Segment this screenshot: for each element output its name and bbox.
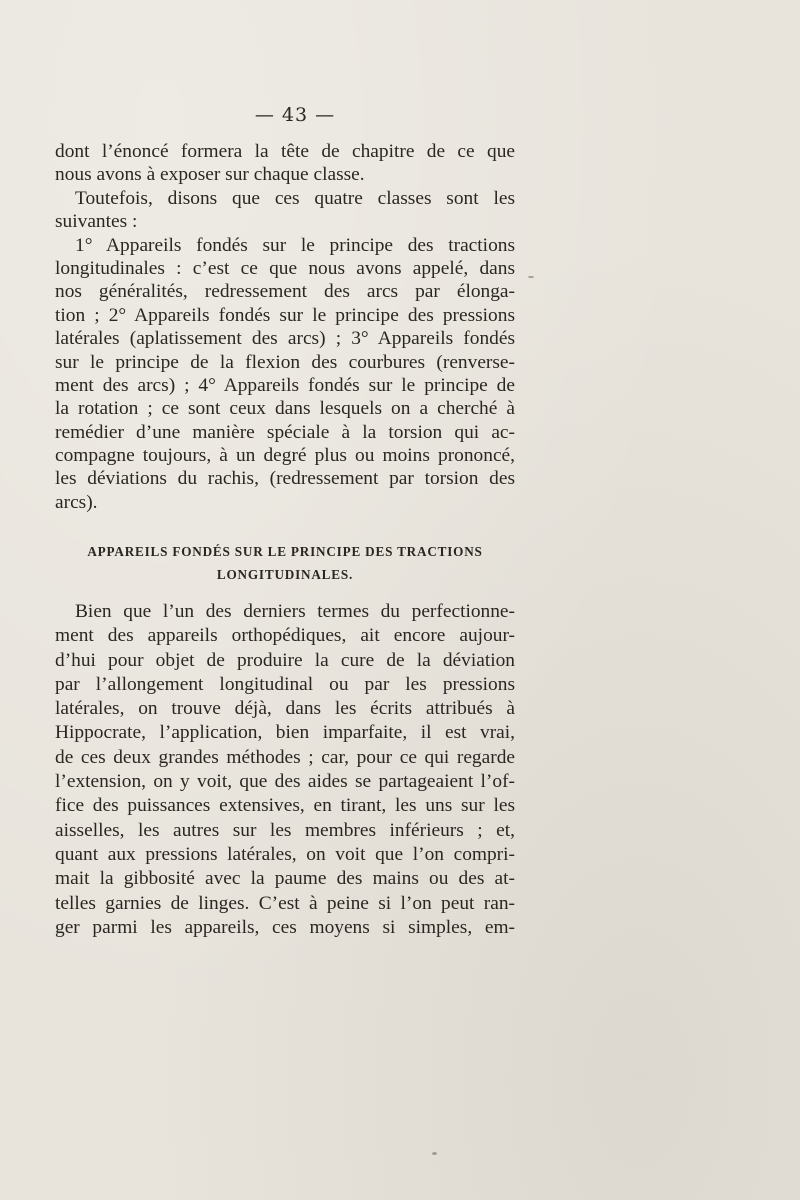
- text-line: l’extension, on y voit, que des aides se partageaient l’of-: [55, 771, 515, 793]
- text-line: nos généralités, redressement des arcs par élonga-: [55, 281, 515, 303]
- section-heading: [55, 540, 515, 587]
- text-line: arcs).: [55, 491, 98, 513]
- paragraph-hippocrate: [55, 600, 515, 940]
- text-line: par l’allongement longitudinal ou par les pressions: [55, 673, 515, 695]
- text-line: de ces deux grandes méthodes ; car, pour ce qui regarde: [55, 746, 515, 768]
- text-line: Hippocrate, l’application, bien imparfaite, il est vrai,: [55, 722, 515, 744]
- text-line: quant aux pressions latérales, on voit que l’on compri-: [55, 843, 515, 865]
- text-line: Bien que l’un des derniers termes du perfectionne-: [75, 601, 515, 622]
- paper-speck: [528, 276, 534, 278]
- text-line: mait la gibbosité avec la paume des mains ou des at-: [55, 868, 515, 890]
- heading-line: LONGITUDINALES.: [216, 567, 354, 583]
- text-line: suivantes :: [55, 211, 138, 233]
- text-line: fice des puissances extensives, en tirant, les uns sur les: [55, 795, 515, 817]
- text-line: longitudinales : c’est ce que nous avons appelé, dans: [55, 257, 515, 279]
- text-line: ger parmi les appareils, ces moyens si simples, em-: [55, 916, 515, 938]
- text-line: tion ; 2° Appareils fondés sur le principe des pressions: [55, 304, 515, 326]
- text-line: remédier d’une manière spéciale à la torsion qui ac-: [55, 421, 515, 443]
- text-line: ment des appareils orthopédiques, ait encore aujour-: [55, 625, 515, 647]
- text-line: 1° Appareils fondés sur le principe des tractions: [75, 234, 515, 256]
- text-line: dont l’énoncé formera la tête de chapitre de ce que: [55, 141, 515, 162]
- text-line: la rotation ; ce sont ceux dans lesquels on a cherché à: [55, 398, 515, 420]
- page-number: — 43 —: [254, 104, 336, 126]
- text-line: nous avons à exposer sur chaque classe.: [55, 164, 365, 186]
- text-line: les déviations du rachis, (redressement par torsion des: [55, 468, 515, 490]
- text-line: latérales, on trouve déjà, dans les écrits attribués à: [55, 698, 515, 720]
- text-line: aisselles, les autres sur les membres inférieurs ; et,: [55, 819, 515, 841]
- text-line: Toutefois, disons que ces quatre classes sont les: [75, 187, 515, 209]
- heading-line: APPAREILS FONDÉS SUR LE PRINCIPE DES TRACTIONS: [87, 544, 483, 559]
- text-line: compagne toujours, à un degré plus ou moins prononcé,: [55, 445, 515, 467]
- paragraph-classes: [55, 140, 515, 514]
- text-line: sur le principe de la flexion des courbures (renverse-: [55, 351, 515, 373]
- paper-speck: [432, 1152, 437, 1155]
- text-line: ment des arcs) ; 4° Appareils fondés sur le principe de: [55, 374, 515, 396]
- text-line: telles garnies de linges. C’est à peine si l’on peut ran-: [55, 892, 515, 914]
- text-line: d’hui pour objet de produire la cure de la déviation: [55, 649, 515, 671]
- text-line: latérales (aplatissement des arcs) ; 3° Appareils fondés: [55, 328, 515, 350]
